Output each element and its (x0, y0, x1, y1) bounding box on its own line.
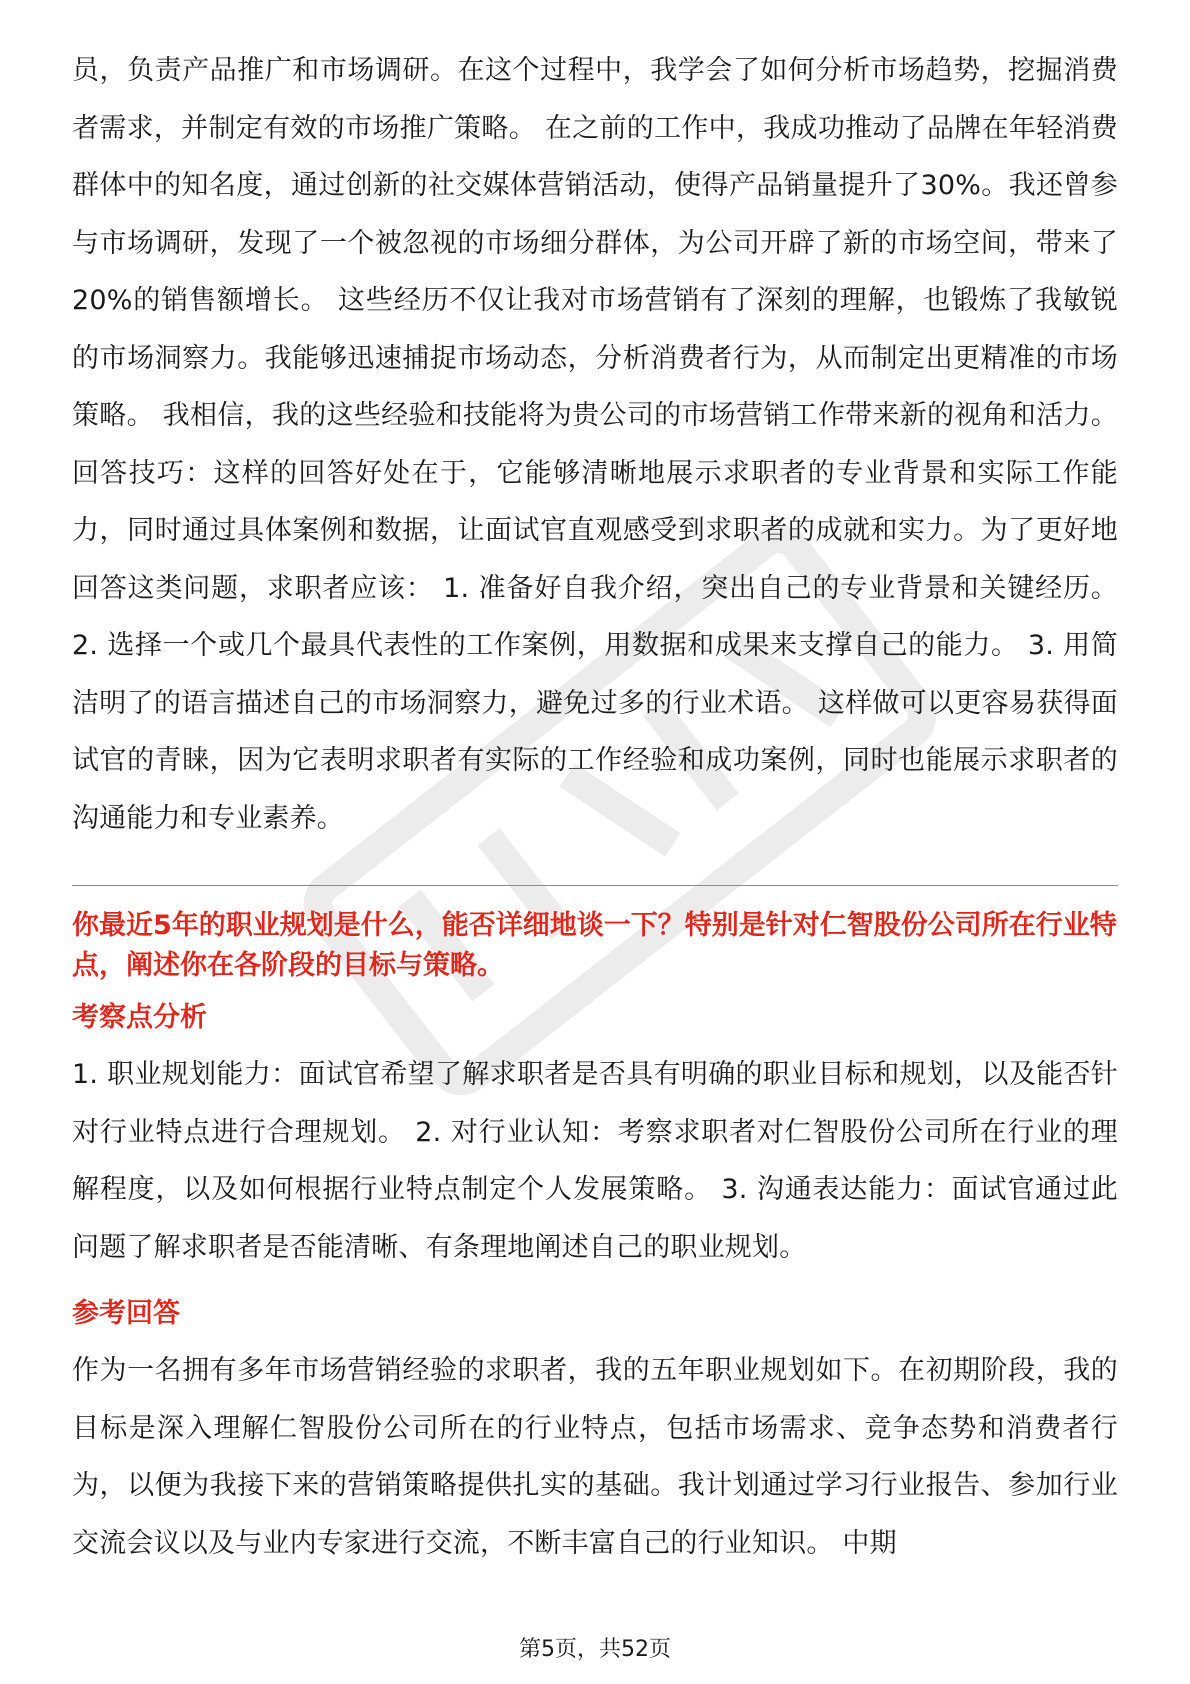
analysis-text: 1. 职业规划能力：面试官希望了解求职者是否具有明确的职业目标和规划，以及能否针对行业特点进行合理规划。 2. 对行业认知：考察求职者对仁智股份公司所在行业的理解程度，以及如何根据行业特点制定个人发展策略。 3. 沟通表达能力：面试官通过此问题了解求职者是否能清晰、有条理地阐述自己的职业规划。 (72, 1059, 1118, 1263)
document-page (72, 42, 1118, 1572)
reference-answer-heading: 参考回答 (72, 1298, 180, 1329)
page-indicator: 第5页，共52页 (519, 1637, 671, 1662)
section-divider (72, 885, 1118, 886)
reference-answer-text: 作为一名拥有多年市场营销经验的求职者，我的五年职业规划如下。在初期阶段，我的目标是深入理解仁智股份公司所在的行业特点，包括市场需求、竞争态势和消费者行为，以便为我接下来的营销策略提供扎实的基础。我计划通过学习行业报告、参加行业交流会议以及与业内专家进行交流，不断丰富自己的行业知识。 中期 (72, 1355, 1118, 1559)
analysis-heading: 考察点分析 (72, 1002, 207, 1033)
continuation-paragraph: 员，负责产品推广和市场调研。在这个过程中，我学会了如何分析市场趋势，挖掘消费者需求，并制定有效的市场推广策略。 在之前的工作中，我成功推动了品牌在年轻消费群体中的知名度，通过创新的社交媒体营销活动，使得产品销量提升了30%。我还曾参与市场调研，发现了一个被忽视的市场细分群体，为公司开辟了新的市场空间，带来了20%的销售额增长。 这些经历不仅让我对市场营销有了深刻的理解，也锻炼了我敏锐的市场洞察力。我能够迅速捕捉市场动态，分析消费者行为，从而制定出更精准的市场策略。 我相信，我的这些经验和技能将为贵公司的市场营销工作带来新的视角和活力。 回答技巧：这样的回答好处在于，它能够清晰地展示求职者的专业背景和实际工作能力，同时通过具体案例和数据，让面试官直观感受到求职者的成就和实力。为了更好地回答这类问题，求职者应该： 1. 准备好自我介绍，突出自己的专业背景和关键经历。 2. 选择一个或几个最具代表性的工作案例，用数据和成果来支撑自己的能力。 3. 用简洁明了的语言描述自己的市场洞察力，避免过多的行业术语。 这样做可以更容易获得面试官的青睐，因为它表明求职者有实际的工作经验和成功案例，同时也能展示求职者的沟通能力和专业素养。 (72, 55, 1118, 834)
interview-question: 你最近5年的职业规划是什么，能否详细地谈一下？特别是针对仁智股份公司所在行业特点，阐述你在各阶段的目标与策略。 (72, 910, 1117, 981)
